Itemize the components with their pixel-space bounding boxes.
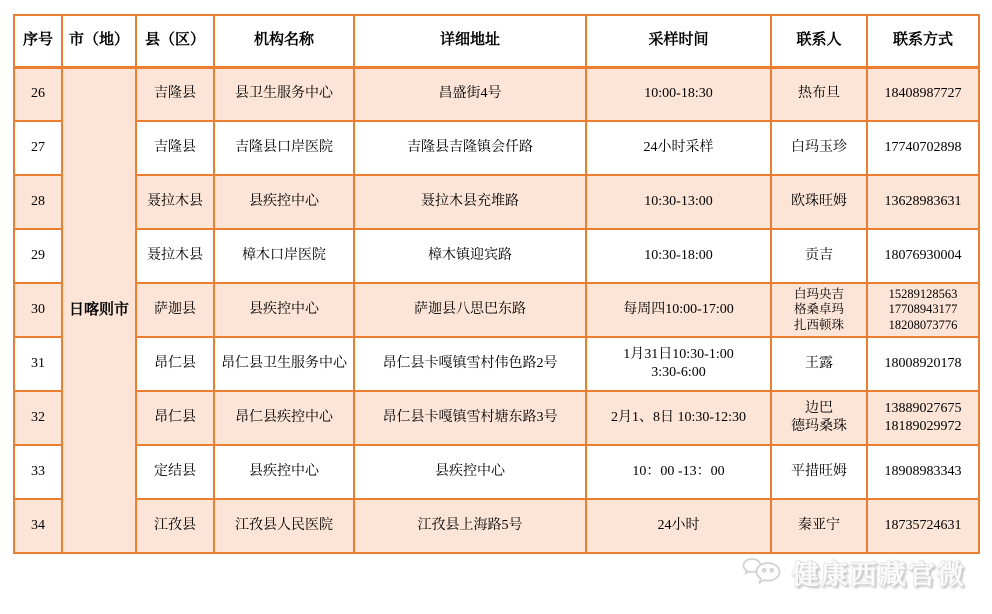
cell-address: 县疾控中心 bbox=[354, 445, 586, 499]
cell-contact-person-line: 德玛桑珠 bbox=[791, 419, 847, 434]
cell-sampling-time: 24小时采样 bbox=[586, 121, 771, 175]
cell-county: 昂仁县 bbox=[136, 391, 214, 445]
cell-institution: 县卫生服务中心 bbox=[214, 67, 354, 121]
cell-county: 聂拉木县 bbox=[136, 229, 214, 283]
table-header-row bbox=[14, 15, 979, 67]
cell-sampling-time: 每周四10:00-17:00 bbox=[586, 283, 771, 337]
cell-county: 萨迦县 bbox=[136, 283, 214, 337]
cell-contact-phone-line: 18208073776 bbox=[888, 317, 958, 332]
cell-county: 吉隆县 bbox=[136, 67, 214, 121]
cell-contact-phone-line: 17708943177 bbox=[888, 302, 958, 317]
table-row bbox=[14, 499, 979, 553]
cell-contact-phone: 13628983631 bbox=[867, 175, 979, 229]
cell-serial-number: 31 bbox=[14, 337, 62, 391]
cell-sampling-time: 10：00 -13：00 bbox=[586, 445, 771, 499]
table-row bbox=[14, 121, 979, 175]
cell-contact-phone: 18008920178 bbox=[867, 337, 979, 391]
cell-institution: 樟木口岸医院 bbox=[214, 229, 354, 283]
account-watermark bbox=[742, 553, 966, 592]
cell-contact-phone: 17740702898 bbox=[867, 121, 979, 175]
table-row bbox=[14, 391, 979, 445]
cell-contact-phone-line: 18189029972 bbox=[884, 419, 962, 434]
cell-county: 江孜县 bbox=[136, 499, 214, 553]
cell-sampling-time: 10:00-18:30 bbox=[586, 67, 771, 121]
cell-institution: 县疾控中心 bbox=[214, 283, 354, 337]
cell-sampling-time: 10:30-13:00 bbox=[586, 175, 771, 229]
cell-serial-number: 28 bbox=[14, 175, 62, 229]
cell-county: 吉隆县 bbox=[136, 121, 214, 175]
cell-city: 日喀则市 bbox=[62, 67, 136, 553]
cell-sampling-time-line: 3:30-6:00 bbox=[651, 365, 706, 380]
column-header: 县（区） bbox=[136, 15, 214, 67]
cell-contact-phone: 18908983343 bbox=[867, 445, 979, 499]
cell-contact-person: 热布旦 bbox=[771, 67, 867, 121]
cell-serial-number: 33 bbox=[14, 445, 62, 499]
cell-sampling-time: 10:30-18:00 bbox=[586, 229, 771, 283]
cell-address: 聂拉木县充堆路 bbox=[354, 175, 586, 229]
cell-contact-phone bbox=[867, 283, 979, 337]
cell-contact-person-line: 白玛央吉 bbox=[793, 286, 844, 301]
cell-contact-person: 王露 bbox=[771, 337, 867, 391]
cell-contact-person bbox=[771, 283, 867, 337]
table-row bbox=[14, 283, 979, 337]
column-header: 详细地址 bbox=[354, 15, 586, 67]
cell-contact-person-line: 扎西顿珠 bbox=[793, 317, 844, 332]
cell-contact-person: 欧珠旺姆 bbox=[771, 175, 867, 229]
cell-contact-person: 平措旺姆 bbox=[771, 445, 867, 499]
cell-sampling-time bbox=[586, 337, 771, 391]
table-row bbox=[14, 445, 979, 499]
cell-address: 樟木镇迎宾路 bbox=[354, 229, 586, 283]
cell-address: 江孜县上海路5号 bbox=[354, 499, 586, 553]
cell-serial-number: 30 bbox=[14, 283, 62, 337]
cell-contact-person: 贡吉 bbox=[771, 229, 867, 283]
cell-contact-phone-line: 13889027675 bbox=[884, 400, 962, 416]
cell-institution: 昂仁县疾控中心 bbox=[214, 391, 354, 445]
column-header: 联系方式 bbox=[867, 15, 979, 67]
cell-contact-person: 秦亚宁 bbox=[771, 499, 867, 553]
cell-serial-number: 26 bbox=[14, 67, 62, 121]
column-header: 机构名称 bbox=[214, 15, 354, 67]
table-row bbox=[14, 229, 979, 283]
cell-county: 昂仁县 bbox=[136, 337, 214, 391]
cell-serial-number: 29 bbox=[14, 229, 62, 283]
cell-institution: 江孜县人民医院 bbox=[214, 499, 354, 553]
cell-contact-person-line: 格桑卓玛 bbox=[793, 302, 844, 317]
cell-contact-phone: 18735724631 bbox=[867, 499, 979, 553]
cell-serial-number: 27 bbox=[14, 121, 62, 175]
cell-county: 聂拉木县 bbox=[136, 175, 214, 229]
cell-contact-phone: 18076930004 bbox=[867, 229, 979, 283]
column-header: 市（地） bbox=[62, 15, 136, 67]
column-header: 序号 bbox=[14, 15, 62, 67]
table-row bbox=[14, 67, 979, 121]
column-header: 联系人 bbox=[771, 15, 867, 67]
cell-sampling-time-line: 1月31日10:30-1:00 bbox=[623, 346, 734, 362]
cell-contact-phone bbox=[867, 391, 979, 445]
cell-institution: 县疾控中心 bbox=[214, 175, 354, 229]
cell-address: 昌盛街4号 bbox=[354, 67, 586, 121]
table-row bbox=[14, 337, 979, 391]
watermark-text: 健康西藏官微 bbox=[792, 560, 966, 590]
cell-sampling-time: 2月1、8日 10:30-12:30 bbox=[586, 391, 771, 445]
cell-serial-number: 32 bbox=[14, 391, 62, 445]
cell-contact-phone-line: 15289128563 bbox=[888, 286, 958, 301]
sampling-locations-table bbox=[13, 14, 980, 554]
table-row bbox=[14, 175, 979, 229]
cell-contact-person: 白玛玉珍 bbox=[771, 121, 867, 175]
cell-institution: 县疾控中心 bbox=[214, 445, 354, 499]
cell-serial-number: 34 bbox=[14, 499, 62, 553]
cell-contact-person-line: 边巴 bbox=[805, 400, 833, 416]
cell-address: 吉隆县吉隆镇会仟路 bbox=[354, 121, 586, 175]
wechat-bubbles-icon bbox=[742, 555, 784, 591]
cell-address: 昂仁县卡嘎镇雪村伟色路2号 bbox=[354, 337, 586, 391]
column-header: 采样时间 bbox=[586, 15, 771, 67]
cell-contact-person bbox=[771, 391, 867, 445]
cell-address: 萨迦县八思巴东路 bbox=[354, 283, 586, 337]
cell-county: 定结县 bbox=[136, 445, 214, 499]
cell-institution: 吉隆县口岸医院 bbox=[214, 121, 354, 175]
cell-sampling-time: 24小时 bbox=[586, 499, 771, 553]
cell-contact-phone: 18408987727 bbox=[867, 67, 979, 121]
cell-address: 昂仁县卡嘎镇雪村塘东路3号 bbox=[354, 391, 586, 445]
cell-institution: 昂仁县卫生服务中心 bbox=[214, 337, 354, 391]
